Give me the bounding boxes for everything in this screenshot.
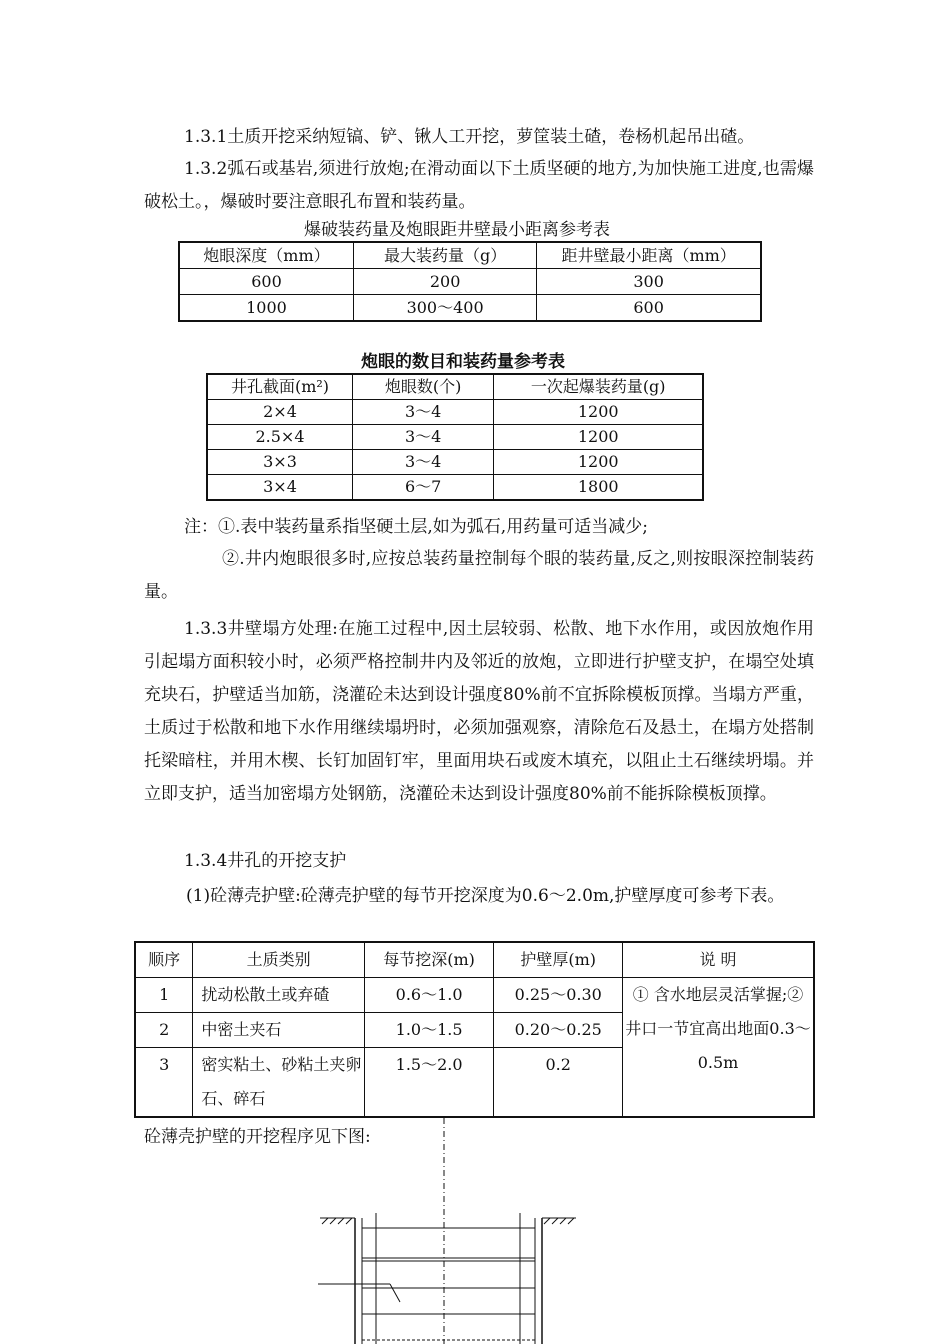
table-cell: 0.6～1.0 [364, 978, 494, 1013]
blasthole-count-table [206, 373, 704, 501]
table-cell: 1200 [494, 400, 703, 425]
figure-caption: 砼薄壳护壁的开挖程序见下图: [144, 1127, 371, 1147]
table-cell: 3～4 [352, 450, 493, 475]
table-row [207, 450, 703, 475]
table-header-row [207, 374, 703, 400]
table-row [207, 425, 703, 450]
table-row [179, 295, 761, 322]
table-cell: 3 [135, 1048, 193, 1118]
table-header-row [179, 242, 761, 269]
table-cell: 6～7 [352, 475, 493, 501]
excavation-diagram [300, 1118, 600, 1344]
table-note-2: ②.井内炮眼很多时,应按总装药量控制每个眼的装药量,反之,则按眼深控制装药量。 [144, 549, 814, 602]
table-cell: 3×4 [207, 475, 352, 501]
table2-title: 炮眼的数目和装药量参考表 [361, 352, 565, 372]
paragraph-1-3-3: 1.3.3井壁塌方处理:在施工过程中,因土层较弱、松散、地下水作用，或因放炮作用引起塌方面积较小时，必须严格控制井内及邻近的放炮，立即进行护壁支护，在塌空处填充块石，护壁适当加筋，浇灌砼未达到设计强度80%前不宜拆除模板顶撑。当塌方严重，土质过于松散和地下水作用继续塌坍时，必须加强观察，清除危石及悬土，在塌方处搭制托梁暗柱，并用木楔、长钉加固钉牢，里面用块石或废木填充，以阻止土石继续坍塌。并立即支护，适当加密塌方处钢筋，浇灌砼未达到设计强度80%前不能拆除模板顶撑。 [144, 619, 814, 804]
table-cell: 1000 [179, 295, 353, 322]
table-header-cell: 一次起爆装药量(g) [494, 374, 703, 400]
table-header-cell: 最大装药量（g） [353, 242, 536, 269]
table-header-cell: 炮眼深度（mm） [179, 242, 353, 269]
paragraph-1-3-2: 1.3.2弧石或基岩,须进行放炮;在滑动面以下土质坚硬的地方,为加快施工进度,也需爆破松土。，爆破时要注意眼孔布置和装药量。 [144, 159, 814, 212]
table-row [179, 269, 761, 295]
table-header-cell: 距井壁最小距离（mm） [537, 242, 761, 269]
table-cell: 3×3 [207, 450, 352, 475]
table-header-cell: 井孔截面(m²) [207, 374, 352, 400]
table1-title: 爆破装药量及炮眼距井壁最小距离参考表 [304, 220, 610, 240]
table-cell: 0.25～0.30 [494, 978, 623, 1013]
table-header-cell: 说 明 [623, 942, 814, 978]
table-cell: 3～4 [352, 400, 493, 425]
table-cell: 2 [135, 1013, 193, 1048]
leader-arrow [390, 1284, 400, 1302]
paragraph-1-3-1: 1.3.1土质开挖采纳短镐、铲、锹人工开挖，萝筐装土碴，卷杨机起吊出碴。 [184, 127, 755, 147]
table-header-row [135, 942, 814, 978]
table-header-cell: 土质类别 [193, 942, 364, 978]
ground-line-left [320, 1218, 355, 1224]
table-cell: 密实粘土、砂粘土夹卵石、碎石 [193, 1048, 364, 1118]
table-cell: 300 [537, 269, 761, 295]
table-header-cell: 护壁厚(m) [494, 942, 623, 978]
table-header-cell: 每节挖深(m) [364, 942, 494, 978]
table-cell: 1200 [494, 425, 703, 450]
table-row [207, 400, 703, 425]
table-cell: 600 [179, 269, 353, 295]
table-cell: 3～4 [352, 425, 493, 450]
table-header-cell: 炮眼数(个) [352, 374, 493, 400]
table-cell: 0.20～0.25 [494, 1013, 623, 1048]
table-cell: 中密土夹石 [193, 1013, 364, 1048]
table-note-1: 注：①.表中装药量系指坚硬土层,如为弧石,用药量可适当减少; [184, 517, 648, 537]
table-cell: 1800 [494, 475, 703, 501]
table-header-cell: 顺序 [135, 942, 193, 978]
table-cell: 1200 [494, 450, 703, 475]
table-cell: 600 [537, 295, 761, 322]
table-cell: 2×4 [207, 400, 352, 425]
paragraph-1-3-4-1: (1)砼薄壳护壁:砼薄壳护壁的每节开挖深度为0.6～2.0m,护壁厚度可参考下表。 [186, 886, 785, 906]
table-cell: 1 [135, 978, 193, 1013]
blasting-charge-table [178, 241, 762, 322]
table-cell: 300～400 [353, 295, 536, 322]
table-cell: 200 [353, 269, 536, 295]
table-cell: 0.2 [494, 1048, 623, 1118]
ground-line-right [542, 1218, 576, 1224]
table-cell: 扰动松散土或弃碴 [193, 978, 364, 1013]
wall-thickness-table [134, 941, 815, 1118]
table-row [207, 475, 703, 501]
table-note-cell: ① 含水地层灵活掌握;② 井口一节宜高出地面0.3～0.5m [623, 978, 814, 1118]
table-cell: 2.5×4 [207, 425, 352, 450]
table-cell: 1.0～1.5 [364, 1013, 494, 1048]
paragraph-1-3-4: 1.3.4井孔的开挖支护 [184, 851, 347, 871]
table-row [135, 978, 814, 1013]
table-cell: 1.5～2.0 [364, 1048, 494, 1118]
